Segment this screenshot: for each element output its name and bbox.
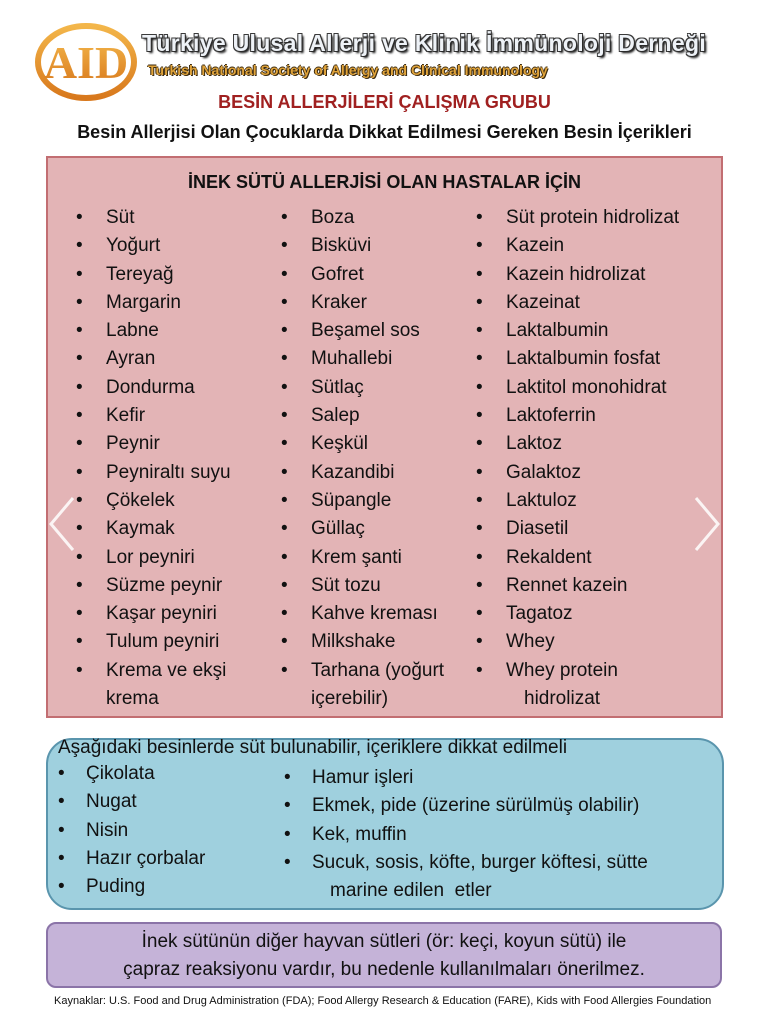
list-item: • Kazein: [476, 232, 679, 260]
list-item: • Rekaldent: [476, 544, 679, 572]
list-item-line: • Tarhana (yoğurt: [311, 659, 445, 681]
list-item-line: • Krema ve ekşi: [106, 659, 227, 681]
list-item: • Süpangle: [281, 487, 444, 515]
list-item: • Margarin: [76, 289, 231, 317]
list-item: • Muhallebi: [281, 345, 444, 373]
list-item: • Laktalbumin: [476, 317, 679, 345]
milk-list-column-1: [76, 204, 231, 713]
list-item: • Ayran: [76, 345, 231, 373]
list-item: • Tulum peyniri: [76, 628, 231, 656]
cow-milk-box-title: İNEK SÜTÜ ALLERJİSİ OLAN HASTALAR İÇİN: [187, 172, 581, 192]
list-item: • Whey: [476, 628, 679, 656]
list-item: • Peynir: [76, 430, 231, 458]
list-item: • Labne: [76, 317, 231, 345]
list-item: • Kahve kreması: [281, 600, 444, 628]
list-item: • Laktalbumin fosfat: [476, 345, 679, 373]
list-item: • Kek, muffin: [284, 821, 648, 849]
list-item: • Hazır çorbalar: [58, 845, 205, 873]
list-item: • Laktoferrin: [476, 402, 679, 430]
list-item: • Hamur işleri: [284, 764, 648, 792]
list-item: • Puding: [58, 873, 205, 901]
list-item: [476, 657, 679, 714]
sources-footer: Kaynaklar: U.S. Food and Drug Administration (FDA); Food Allergy Research & Education (FARE), Kids with Food Allergies Foundation: [54, 995, 712, 1007]
list-item: [281, 657, 444, 714]
list-item: • Bisküvi: [281, 232, 444, 260]
milk-list-column-3: [476, 204, 679, 713]
list-item-line: marine edilen etler: [330, 880, 492, 902]
list-item: • Laktoz: [476, 430, 679, 458]
list-item: • Keşkül: [281, 430, 444, 458]
cross-reactivity-note: [46, 922, 722, 988]
previous-page-arrow-icon[interactable]: [47, 494, 77, 554]
list-item: • Kaymak: [76, 515, 231, 543]
society-logo: [34, 22, 138, 102]
list-item: • Salep: [281, 402, 444, 430]
list-item: • Nisin: [58, 817, 205, 845]
list-item: • Sütlaç: [281, 374, 444, 402]
may-contain-milk-box: [46, 738, 724, 910]
list-item: • Boza: [281, 204, 444, 232]
list-item: [76, 657, 231, 714]
list-item: • Çökelek: [76, 487, 231, 515]
list-item: • Dondurma: [76, 374, 231, 402]
list-item-line: hidrolizat: [524, 688, 601, 710]
list-item-line: • Sucuk, sosis, köfte, burger köftesi, sütte: [312, 851, 648, 873]
list-item: • Laktuloz: [476, 487, 679, 515]
cow-milk-allergy-box: [46, 156, 723, 718]
list-item: • Laktitol monohidrat: [476, 374, 679, 402]
next-page-arrow-icon[interactable]: [692, 494, 722, 554]
page-title: Besin Allerjisi Olan Çocuklarda Dikkat Edilmesi Gereken Besin İçerikleri: [77, 122, 692, 142]
list-item: • Süt tozu: [281, 572, 444, 600]
list-item: • Kazeinat: [476, 289, 679, 317]
list-item-line: • Whey protein: [506, 659, 618, 681]
org-name-turkish: Türkiye Ulusal Allerji ve Klinik İmmünoloji Derneği: [142, 30, 707, 56]
list-item: • Yoğurt: [76, 232, 231, 260]
list-item: • Süzme peynir: [76, 572, 231, 600]
list-item: • Gofret: [281, 261, 444, 289]
list-item: • Beşamel sos: [281, 317, 444, 345]
list-item: • Lor peyniri: [76, 544, 231, 572]
list-item: • Kaşar peyniri: [76, 600, 231, 628]
list-item: • Kazein hidrolizat: [476, 261, 679, 289]
note-line-2: çapraz reaksiyonu vardır, bu nedenle kullanılmaları önerilmez.: [123, 959, 645, 980]
list-item-line: içerebilir): [311, 688, 389, 710]
list-item: • Süt: [76, 204, 231, 232]
note-line-1: İnek sütünün diğer hayvan sütleri (ör: keçi, koyun sütü) ile: [141, 931, 627, 952]
list-item: [284, 849, 648, 906]
list-item: • Kefir: [76, 402, 231, 430]
list-item: • Krem şanti: [281, 544, 444, 572]
svg-text:AID: AID: [43, 37, 129, 88]
list-item: • Güllaç: [281, 515, 444, 543]
list-item: • Kraker: [281, 289, 444, 317]
list-item: • Rennet kazein: [476, 572, 679, 600]
list-item: • Milkshake: [281, 628, 444, 656]
list-item: • Tereyağ: [76, 261, 231, 289]
list-item-line: krema: [106, 688, 159, 710]
list-item: • Tagatoz: [476, 600, 679, 628]
may-contain-column-2: [284, 764, 648, 905]
list-item: • Peyniraltı suyu: [76, 459, 231, 487]
working-group-title: BESİN ALLERJİLERİ ÇALIŞMA GRUBU: [218, 92, 551, 112]
may-contain-column-1: [58, 760, 205, 901]
list-item: • Ekmek, pide (üzerine sürülmüş olabilir): [284, 792, 648, 820]
list-item: • Süt protein hidrolizat: [476, 204, 679, 232]
milk-list-column-2: [281, 204, 444, 713]
list-item: • Galaktoz: [476, 459, 679, 487]
list-item: • Kazandibi: [281, 459, 444, 487]
list-item: • Çikolata: [58, 760, 205, 788]
list-item: • Nugat: [58, 788, 205, 816]
may-contain-title: Aşağıdaki besinlerde süt bulunabilir, içeriklere dikkat edilmeli: [58, 737, 568, 758]
list-item: • Diasetil: [476, 515, 679, 543]
org-name-english: Turkish National Society of Allergy and Clinical Immunology: [148, 62, 548, 78]
